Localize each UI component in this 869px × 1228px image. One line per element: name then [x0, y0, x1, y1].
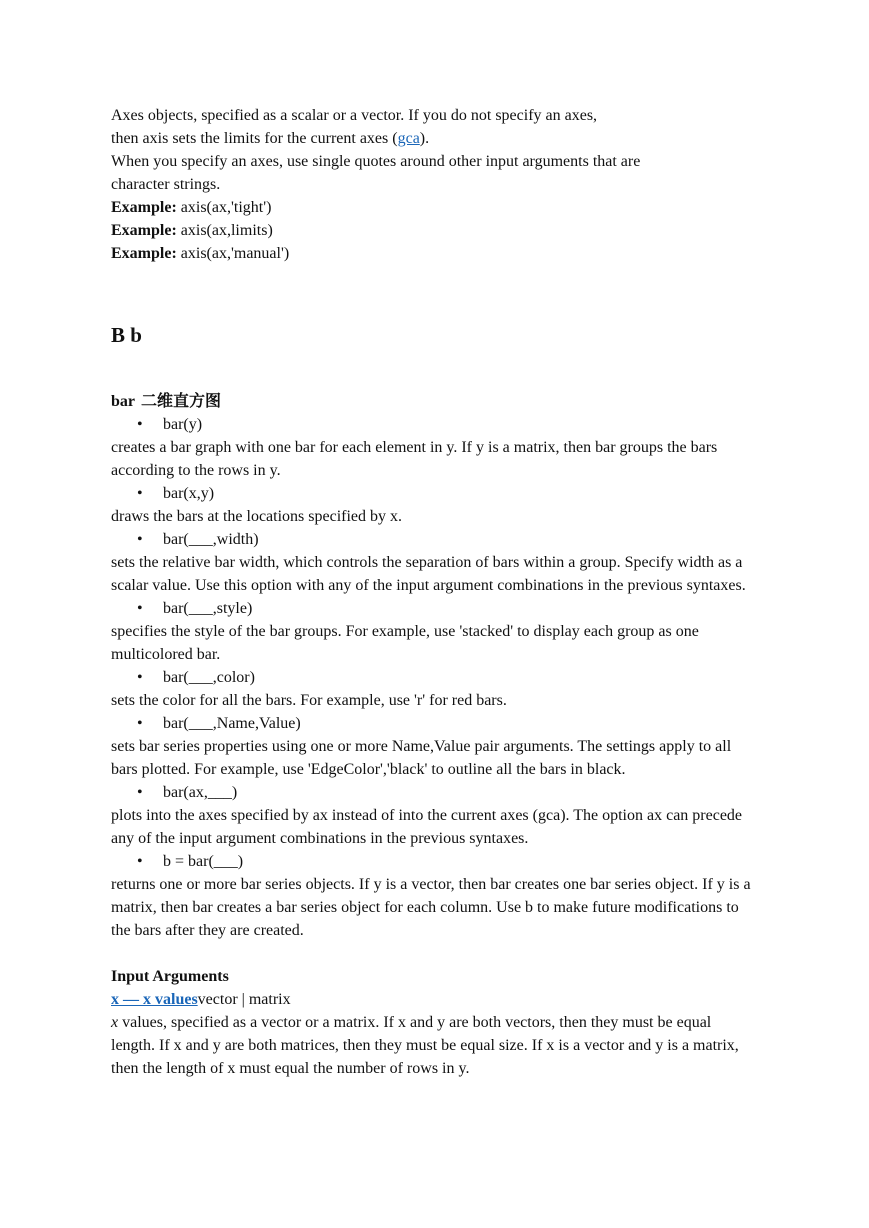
syntax-item: • bar(x,y) — [111, 482, 751, 505]
axes-desc-line-1: Axes objects, specified as a scalar or a vector. If you do not specify an axes, — [111, 107, 598, 124]
syntax-item: • b = bar(___) — [111, 850, 751, 873]
syntax-description: creates a bar graph with one bar for each element in y. If y is a matrix, then bar groups the bars according to the rows in y. — [111, 439, 718, 479]
syntax-description: sets the color for all the bars. For example, use 'r' for red bars. — [111, 692, 507, 709]
syntax-item: • bar(ax,___) — [111, 781, 751, 804]
function-chinese-title: 二维直方图 — [141, 391, 222, 410]
syntax-description: sets the relative bar width, which controls the separation of bars within a group. Specify width as a scalar value. Use this option with any of the input argument combinations in the previous syntaxes. — [111, 554, 746, 594]
example-code: axis(ax,limits) — [180, 222, 273, 239]
syntax-item: • bar(___,Name,Value) — [111, 712, 751, 735]
section-heading: B b — [111, 323, 142, 347]
syntax-item: • bar(___,width) — [111, 528, 751, 551]
example-label: Example: — [111, 222, 177, 239]
axes-desc-text-end: ). — [419, 130, 430, 147]
example-line — [111, 242, 751, 265]
example-label: Example: — [111, 245, 177, 262]
axes-desc-line-2 — [111, 127, 751, 150]
syntax-list-1 — [111, 482, 751, 505]
syntax-item: • bar(y) — [111, 413, 751, 436]
syntax-description: draws the bars at the locations specified by x. — [111, 508, 403, 525]
syntax-list-0 — [111, 413, 751, 436]
syntax-list-3 — [111, 597, 751, 620]
syntax-item: • bar(___,color) — [111, 666, 751, 689]
example-line — [111, 196, 751, 219]
syntax-item: • bar(___,style) — [111, 597, 751, 620]
axes-desc-line-4: character strings. — [111, 176, 221, 193]
syntax-description: plots into the axes specified by ax instead of into the current axes (gca). The option ax can precede any of the input argument combinations in the previous syntaxes. — [111, 807, 743, 847]
syntax-list-7 — [111, 850, 751, 873]
axes-desc-line-3: When you specify an axes, use single quotes around other input arguments that are — [111, 153, 641, 170]
syntax-list-4 — [111, 666, 751, 689]
input-arguments-heading: Input Arguments — [111, 968, 229, 985]
gca-link[interactable]: gca — [397, 130, 420, 147]
argument-desc-text: values, specified as a vector or a matrix. If x and y are both vectors, then they must be equal length. If x and y are both matrices, then they must be equal size. If x is a vector and y is a matrix, then the length of x must equal the number of rows in y. — [111, 1014, 739, 1077]
argument-description — [111, 1011, 751, 1080]
example-code: axis(ax,'tight') — [180, 199, 272, 216]
example-line — [111, 219, 751, 242]
argument-var: x — [111, 1014, 119, 1031]
argument-title — [111, 988, 751, 1011]
syntax-description: sets bar series properties using one or more Name,Value pair arguments. The settings apply to all bars plotted. For example, use 'EdgeColor','black' to outline all the bars in black. — [111, 738, 732, 778]
syntax-description: returns one or more bar series objects. If y is a vector, then bar creates one bar series object. If y is a matrix, then bar creates a bar series object for each column. Use b to make future modifications to the bars after they are created. — [111, 876, 751, 939]
x-values-link[interactable]: x — x values — [111, 991, 198, 1008]
syntax-list-6 — [111, 781, 751, 804]
example-label: Example: — [111, 199, 177, 216]
function-heading — [111, 389, 751, 413]
function-name: bar — [111, 393, 135, 410]
document-page — [111, 104, 751, 1080]
example-code: axis(ax,'manual') — [180, 245, 290, 262]
syntax-list-2 — [111, 528, 751, 551]
argument-types: vector | matrix — [197, 991, 291, 1008]
syntax-description: specifies the style of the bar groups. For example, use 'stacked' to display each group as one multicolored bar. — [111, 623, 699, 663]
axes-desc-text: then axis sets the limits for the current axes ( — [111, 130, 398, 147]
syntax-list-5 — [111, 712, 751, 735]
